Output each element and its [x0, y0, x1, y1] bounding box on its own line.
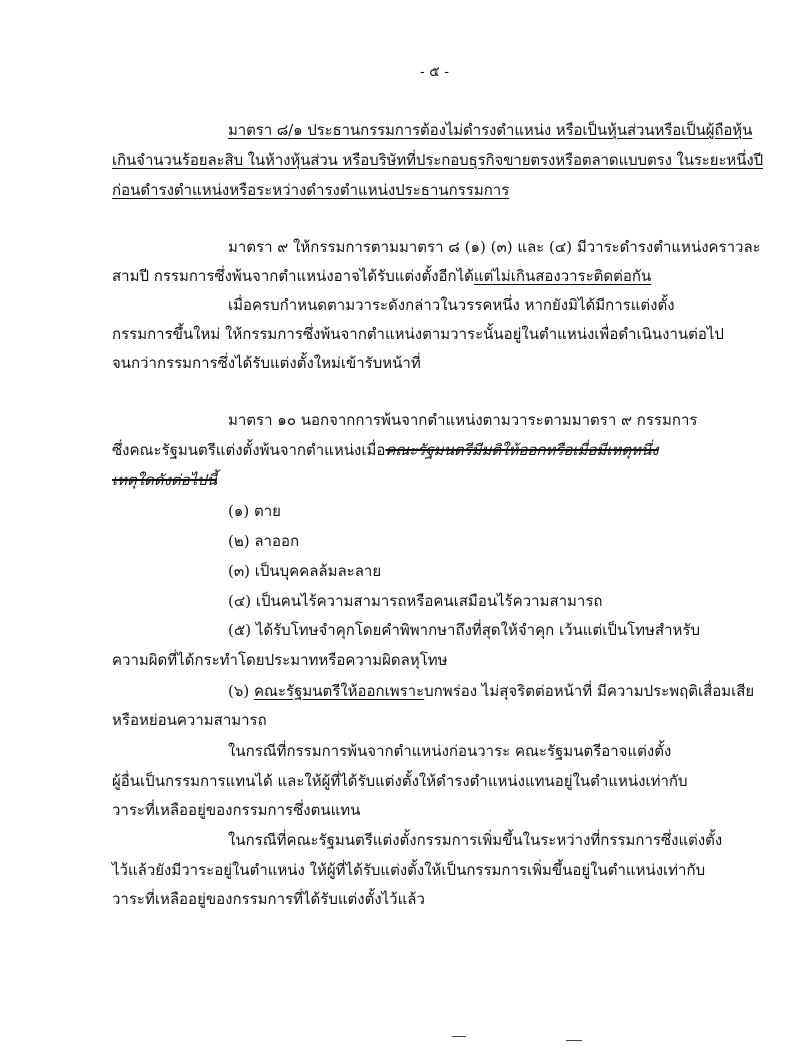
- section-9-line-1: มาตรา ๙ ให้กรรมการตามมาตรา ๘ (๑) (๓) และ (๔) มีวาระดำรงตำแหน่งคราวละ: [228, 238, 761, 256]
- list-item: (๑) ตาย: [228, 502, 281, 520]
- section-9-line-5: จนกว่ากรรมการซึ่งได้รับแต่งตั้งใหม่เข้ารับหน้าที่: [112, 354, 421, 372]
- paragraph-2-line-2: ผู้อื่นเป็นกรรมการแทนได้ และให้ผู้ที่ได้รับแต่งตั้งให้ดำรงตำแหน่งแทนอยู่ในตำแหน่งเท่ากับ: [112, 772, 688, 790]
- section-10-struck-text: คณะรัฐมนตรีมีมติให้ออกหรือเมื่อมีเหตุหนึ่ง: [385, 441, 659, 459]
- paragraph-2-line-1: ในกรณีที่กรรมการพ้นจากตำแหน่งก่อนวาระ คณะรัฐมนตรีอาจแต่งตั้ง: [228, 742, 672, 760]
- paragraph-3-line-2: ไว้แล้วยังมีวาระอยู่ในตำแหน่ง ให้ผู้ที่ได้รับแต่งตั้งให้เป็นกรรมการเพิ่มขึ้นอยู่ในตำแหน่งเท่ากับ: [112, 861, 706, 879]
- section-9-line-2: [112, 266, 651, 286]
- section-8-1-line-1: มาตรา ๘/๑ ประธานกรรมการต้องไม่ดำรงตำแหน่ง หรือเป็นหุ้นส่วนหรือเป็นผู้ถือหุ้น: [228, 121, 753, 139]
- list-item: (๕) ได้รับโทษจำคุกโดยคำพิพากษาถึงที่สุดให้จำคุก เว้นแต่เป็นโทษสำหรับ: [228, 621, 700, 639]
- list-item: (๔) เป็นคนไร้ความสามารถหรือคนเสมือนไร้ความสามารถ: [228, 592, 603, 610]
- list-item-continuation: ความผิดที่ได้กระทำโดยประมาทหรือความผิดลหุโทษ: [112, 651, 448, 669]
- scan-mark: [452, 1036, 466, 1037]
- paragraph-3-line-1: ในกรณีที่คณะรัฐมนตรีแต่งตั้งกรรมการเพิ่มขึ้นในระหว่างที่กรรมการซึ่งแต่งตั้ง: [228, 831, 723, 849]
- section-10-line-1: มาตรา ๑๐ นอกจากการพ้นจากตำแหน่งตามวาระตามมาตรา ๙ กรรมการ: [228, 411, 698, 429]
- item-6-amended-text: คณะรัฐมนตรีให้ออกเพราะ: [254, 682, 425, 700]
- section-8-1-line-2: เกินจำนวนร้อยละสิบ ในห้างหุ้นส่วน หรือบริษัทที่ประกอบธุรกิจขายตรงหรือตลาดแบบตรง ในระยะหนึ่งปี: [112, 151, 763, 169]
- section-10-line-2-text: ซึ่งคณะรัฐมนตรีแต่งตั้งพ้นจากตำแหน่งเมื่อ: [112, 441, 386, 459]
- section-10-struck-line: เหตุใดดังต่อไปนี้: [112, 471, 217, 489]
- item-6-text: บกพร่อง ไม่สุจริตต่อหน้าที่ มีความประพฤติเสื่อมเสีย: [424, 682, 755, 700]
- page-number: - ๕ -: [420, 64, 449, 80]
- section-9-line-2-text: สามปี กรรมการซึ่งพ้นจากตำแหน่งอาจได้รับแต่งตั้งอีกได้: [112, 267, 474, 285]
- list-item: (๒) ลาออก: [228, 532, 300, 550]
- list-item-continuation: หรือหย่อนความสามารถ: [112, 711, 267, 729]
- list-item: [228, 681, 754, 701]
- section-8-1-line-3: ก่อนดำรงตำแหน่งหรือระหว่างดำรงตำแหน่งประธานกรรมการ: [112, 181, 510, 199]
- scan-mark: [566, 1040, 582, 1041]
- section-10-line-2: [112, 440, 659, 460]
- section-9-line-3: เมื่อครบกำหนดตามวาระดังกล่าวในวรรคหนึ่ง หากยังมิได้มีการแต่งตั้ง: [228, 296, 675, 314]
- section-9-line-4: กรรมการขึ้นใหม่ ให้กรรมการซึ่งพ้นจากตำแหน่งตามวาระนั้นอยู่ในตำแหน่งเพื่อดำเนินงานต่อไป: [112, 325, 724, 343]
- item-6-number: (๖): [228, 682, 254, 700]
- paragraph-2-line-3: วาระที่เหลืออยู่ของกรรมการซึ่งตนแทน: [112, 801, 361, 819]
- section-9-amended-text: แต่ไม่เกินสองวาระติดต่อกัน: [473, 267, 652, 285]
- paragraph-3-line-3: วาระที่เหลืออยู่ของกรรมการที่ได้รับแต่งตั้งไว้แล้ว: [112, 890, 425, 908]
- list-item: (๓) เป็นบุคคลล้มละลาย: [228, 562, 382, 580]
